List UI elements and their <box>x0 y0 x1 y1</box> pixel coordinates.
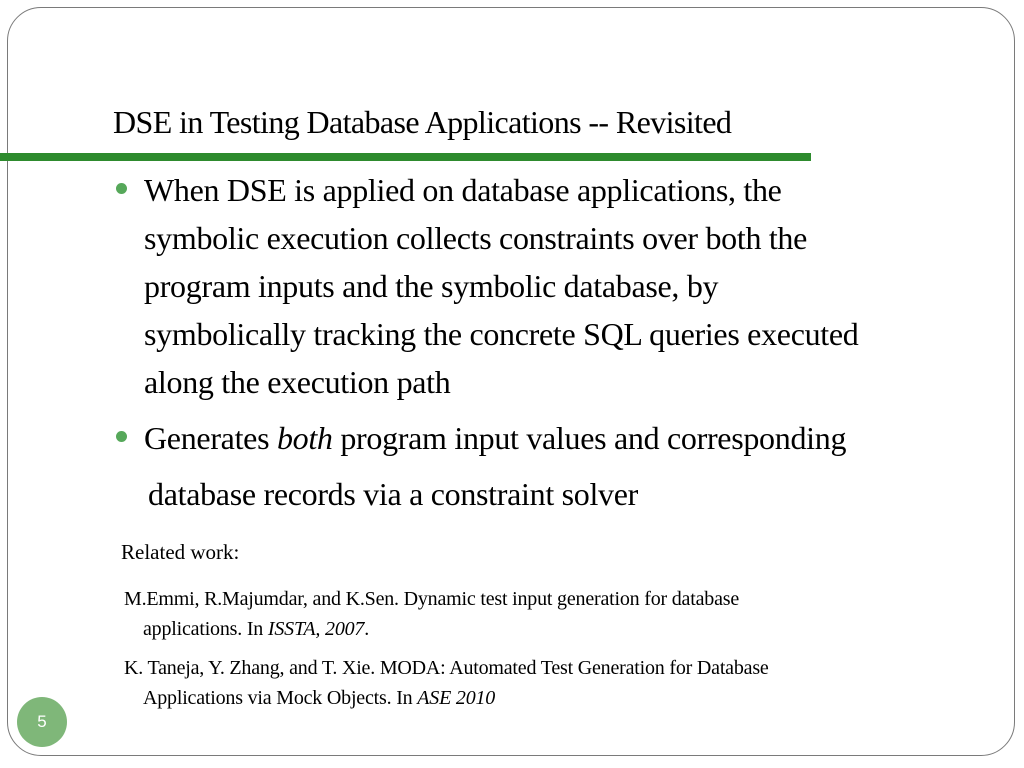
bullet-2-line-2: database records via a constraint solver <box>148 476 639 512</box>
reference-2-line-1: K. Taneja, Y. Zhang, and T. Xie. MODA: Automated Test Generation for Database <box>124 657 769 679</box>
slide-title: DSE in Testing Database Applications -- Revisited <box>113 104 732 140</box>
reference-2-text: Applications via Mock Objects. In <box>143 687 418 709</box>
bullet-marker <box>116 431 127 442</box>
reference-2-line-2 <box>143 687 495 710</box>
bullet-1-line-5: along the execution path <box>144 364 451 400</box>
reference-1-line-2 <box>143 618 369 641</box>
bullet-2-emphasis: both <box>276 420 333 456</box>
page-number-badge: 5 <box>17 697 67 747</box>
bullet-1-line-4: symbolically tracking the concrete SQL queries executed <box>144 316 859 352</box>
bullet-marker <box>116 183 127 194</box>
title-underline <box>0 153 811 161</box>
reference-1-venue: ISSTA, 2007 <box>267 618 365 640</box>
bullet-2-line-1 <box>144 418 846 458</box>
related-work-heading: Related work: <box>121 540 240 564</box>
bullet-2-text-start: Generates <box>144 420 277 456</box>
reference-1-text-end: . <box>364 618 370 640</box>
reference-1-text: applications. In <box>143 618 268 640</box>
reference-2-venue: ASE 2010 <box>417 687 496 709</box>
bullet-1-line-2: symbolic execution collects constraints over both the <box>144 220 808 256</box>
reference-1-line-1: M.Emmi, R.Majumdar, and K.Sen. Dynamic test input generation for database <box>124 588 740 610</box>
bullet-1-line-1: When DSE is applied on database applications, the <box>144 172 782 208</box>
bullet-1-line-3: program inputs and the symbolic database, by <box>144 268 719 304</box>
bullet-2-text-end: program input values and corresponding <box>332 420 847 456</box>
